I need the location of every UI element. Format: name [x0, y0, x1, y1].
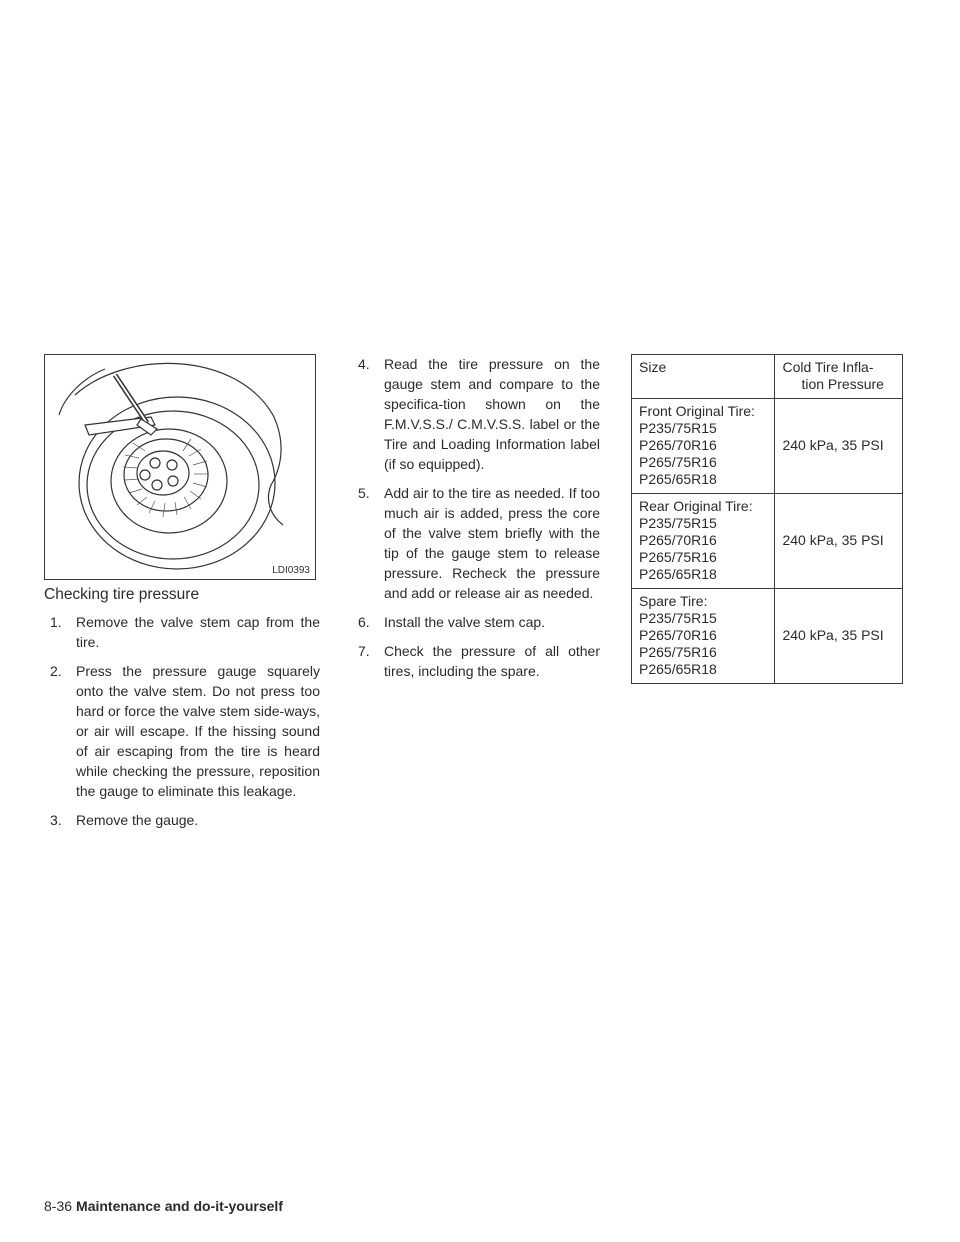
step-item [358, 483, 600, 603]
header-pressure [775, 355, 903, 399]
tire-position-label: Spare Tire: [639, 593, 708, 609]
tire-size-cell [632, 399, 775, 494]
page-number: 8-36 [44, 1198, 73, 1214]
step-text: Install the valve stem cap. [384, 614, 546, 630]
step-number: 5. [358, 485, 370, 501]
tire-size: P265/75R16 [639, 454, 717, 470]
steps-list-col2 [358, 354, 600, 690]
header-size: Size [632, 355, 775, 399]
header-pressure-line1: Cold Tire Infla- [782, 359, 874, 375]
tire-position-label: Front Original Tire: [639, 403, 755, 419]
tire-size: P265/70R16 [639, 532, 717, 548]
tire-size-cell [632, 494, 775, 589]
step-item [50, 612, 320, 652]
tire-pressure-figure [44, 354, 316, 580]
step-text: Read the tire pressure on the gauge stem and compare to the specifica-tion shown on the F.M.V.S.S./ C.M.V.S.S. label or the Tire and Loading Information label (if so equipped). [384, 356, 600, 472]
step-text: Remove the gauge. [76, 812, 199, 828]
step-number: 4. [358, 356, 370, 372]
table-row [632, 494, 903, 589]
step-item [358, 612, 600, 632]
step-number: 3. [50, 812, 62, 828]
tire-size: P265/65R18 [639, 661, 717, 677]
pressure-gauge-icon [85, 375, 157, 435]
step-text: Remove the valve stem cap from the tire. [76, 614, 320, 650]
header-pressure-line2: tion Pressure [801, 376, 884, 392]
section-name: Maintenance and do-it-yourself [76, 1198, 283, 1214]
tire-size: P235/75R15 [639, 610, 717, 626]
tire-position-label: Rear Original Tire: [639, 498, 753, 514]
table-header-row [632, 355, 903, 399]
tire-size: P235/75R15 [639, 420, 717, 436]
section-title: Checking tire pressure [44, 586, 200, 603]
table-body [632, 399, 903, 684]
step-number: 2. [50, 663, 62, 679]
page-footer [44, 1198, 283, 1214]
step-item [50, 810, 320, 830]
tire-size: P265/75R16 [639, 549, 717, 565]
step-text: Check the pressure of all other tires, including the spare. [384, 643, 600, 679]
pressure-cell: 240 kPa, 35 PSI [775, 589, 903, 684]
step-number: 1. [50, 614, 62, 630]
tire-size: P235/75R15 [639, 515, 717, 531]
step-text: Add air to the tire as needed. If too much air is added, press the core of the valve stem briefly with the tip of the gauge stem to release pressure. Recheck the pressure and add or release air as needed. [384, 485, 600, 601]
pressure-cell: 240 kPa, 35 PSI [775, 494, 903, 589]
tire-size: P265/65R18 [639, 566, 717, 582]
step-item [358, 641, 600, 681]
steps-list-col1 [50, 612, 320, 839]
tire-size: P265/70R16 [639, 437, 717, 453]
tire-size-cell [632, 589, 775, 684]
pressure-cell: 240 kPa, 35 PSI [775, 399, 903, 494]
tire-size: P265/75R16 [639, 644, 717, 660]
tire-size: P265/65R18 [639, 471, 717, 487]
table-row [632, 399, 903, 494]
table-row [632, 589, 903, 684]
figure-code: LDI0393 [272, 565, 310, 576]
step-item [358, 354, 600, 474]
step-item [50, 661, 320, 801]
tire-pressure-table [631, 354, 903, 684]
step-number: 6. [358, 614, 370, 630]
tire-illustration-icon [45, 355, 316, 580]
step-number: 7. [358, 643, 370, 659]
step-text: Press the pressure gauge squarely onto the valve stem. Do not press too hard or force the valve stem side-ways, or air will escape. If the hissing sound of air escaping from the tire is heard while checking the pressure, reposition the gauge to eliminate this leakage. [76, 663, 320, 799]
tire-size: P265/70R16 [639, 627, 717, 643]
